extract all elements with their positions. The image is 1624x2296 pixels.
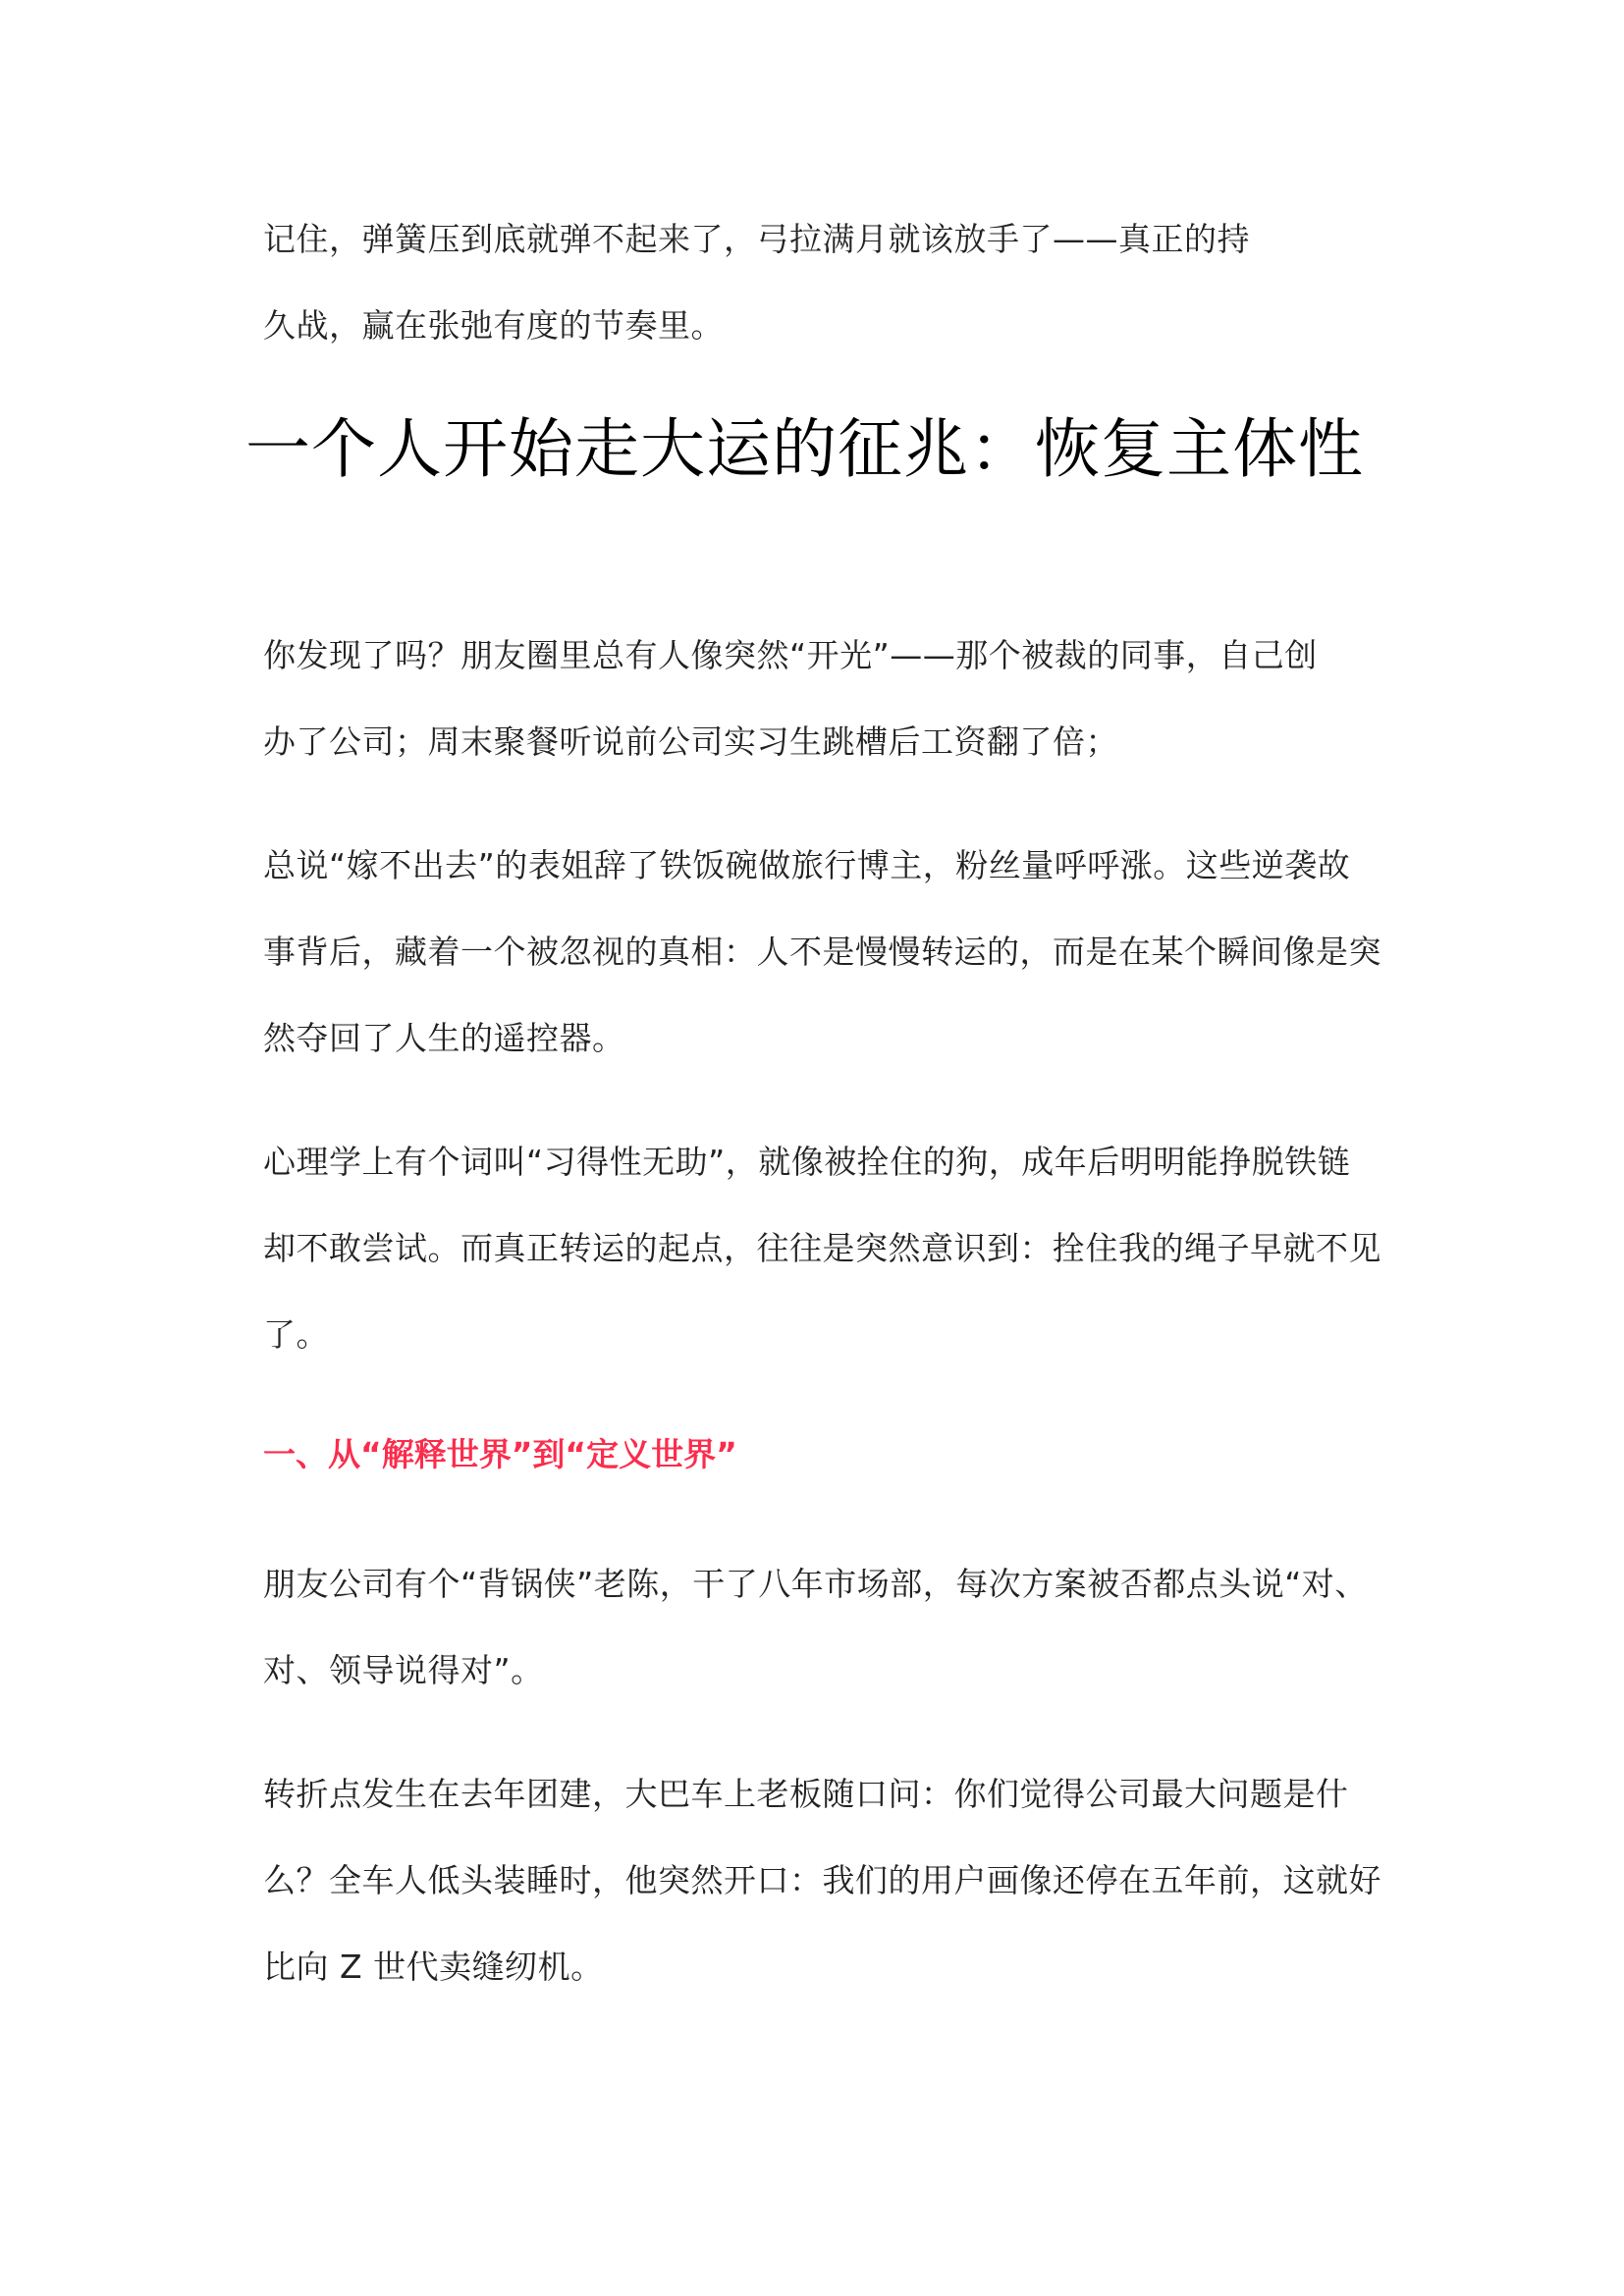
text-line: 办了公司；周末聚餐听说前公司实习生跳槽后工资翻了倍； bbox=[263, 722, 1118, 761]
text-line: 对、领导说得对”。 bbox=[263, 1651, 544, 1689]
text-line: 事背后，藏着一个被忽视的真相：人不是慢慢转运的，而是在某个瞬间像是突 bbox=[263, 933, 1381, 971]
text-line: 记住，弹簧压到底就弹不起来了，弓拉满月就该放手了——真正的持 bbox=[263, 220, 1250, 258]
article-title: 一个人开始走大运的征兆：恢复主体性 bbox=[245, 411, 1364, 487]
text-line: 了。 bbox=[263, 1315, 329, 1354]
section-heading: 一、从“解释世界”到“定义世界” bbox=[263, 1435, 737, 1473]
text-line: 么？全车人低头装睡时，他突然开口：我们的用户画像还停在五年前，这就好 bbox=[263, 1861, 1381, 1899]
text-line: 总说“嫁不出去”的表姐辞了铁饭碗做旅行博主，粉丝量呼呼涨。这些逆袭故 bbox=[263, 846, 1351, 884]
text-line: 你发现了吗？朋友圈里总有人像突然“开光”——那个被裁的同事，自己创 bbox=[263, 636, 1318, 674]
text-line: 比向 Z 世代卖缝纫机。 bbox=[263, 1948, 604, 1986]
text-line: 心理学上有个词叫“习得性无助”，就像被拴住的狗，成年后明明能挣脱铁链 bbox=[263, 1143, 1351, 1181]
text-line: 然夺回了人生的遥控器。 bbox=[263, 1019, 625, 1057]
text-line: 朋友公司有个“背锅侠”老陈，干了八年市场部，每次方案被否都点头说“对、 bbox=[263, 1565, 1368, 1603]
text-line: 转折点发生在去年团建，大巴车上老板随口问：你们觉得公司最大问题是什 bbox=[263, 1775, 1349, 1813]
text-line: 却不敢尝试。而真正转运的起点，往往是突然意识到：拴住我的绳子早就不见 bbox=[263, 1229, 1381, 1267]
text-line: 久战，赢在张弛有度的节奏里。 bbox=[263, 306, 724, 345]
